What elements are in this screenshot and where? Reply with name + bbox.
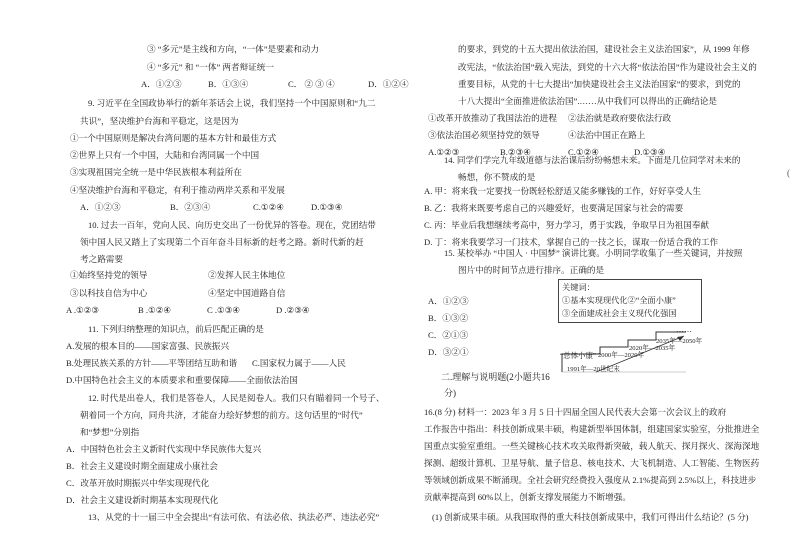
q9-option-3: ③实现祖国完全统一是中华民族根本利益所在 <box>70 167 242 177</box>
q8-option-3: ③ “多元”是主线和方向，“一体”是要素和动力 <box>147 44 320 54</box>
timeline-years-1: 1991年—20世纪末 <box>567 366 620 373</box>
q13-option-4: ④法治中国正在路上 <box>568 130 646 140</box>
q12-stem-line1: 12. 时代是出卷人，我们是答卷人，人民是阅卷人。我们只有瞄着同一个号子、 <box>88 393 385 403</box>
q13-option-2: ②法治就是政府要依法行政 <box>568 113 672 123</box>
q13-choice-a: A.①②③ <box>428 147 460 157</box>
q11-option-d: D.中国特色社会主义的本质要求和重要保障——全面依法治国 <box>66 375 298 385</box>
q16-line4: 探测、超级计算机、卫星导航、量子信息、核电技术、大飞机制造、人工智能、生物医药 <box>424 458 760 468</box>
q9-option-2: ②世界上只有一个中国，大陆和台湾同属一个中国 <box>70 150 260 160</box>
q9-choice-d: D.①③④ <box>311 202 343 212</box>
timeline-dots: …… <box>676 325 692 334</box>
q12-stem-line2: 朝着同一个方向，同舟共济，才能奋力绘好梦想的前方。这句话里的“时代” <box>80 410 363 420</box>
q12-option-a: A．中国特色社会主义新时代实现中华民族伟大复兴 <box>66 444 262 454</box>
keywords-line1: ①基本实现现代化②“全面小康” <box>562 296 676 305</box>
q11-option-a: A.发展的根本目的——国家富强、民族振兴 <box>66 341 230 351</box>
q10-option-3: ③以科技自信为中心 <box>70 288 148 298</box>
q13-choice-d: D.①③④ <box>634 147 666 157</box>
q14-option-a: A. 甲：将来我一定要找一份既轻松舒适又能多赚钱的工作，好好享受人生 <box>424 186 701 196</box>
q14-option-b: B. 乙：我将来既要考虑自己的兴趣爱好，也要满足国家与社会的需要 <box>424 203 684 213</box>
q11-option-c: C.国家权力属于——人民 <box>252 358 346 368</box>
keywords-box <box>558 279 702 323</box>
q8-choice-a: A．①②③ <box>141 79 182 89</box>
q14-stem-line2: 畅想，你不赞成的是 <box>458 172 536 182</box>
q11-stem: 11. 下列归纳整理的知识点，前后匹配正确的是 <box>88 324 264 334</box>
q13-cont-line3: 重要目标，从党的十七大提出“加快建设社会主义法治国家”的要求，到党的 <box>458 79 741 89</box>
timeline-years-4: 2035年—2050年 <box>656 338 703 345</box>
q14-stem-line1: 14. 同学们学完九年级道德与法治课后纷纷畅想未来。下面是几位同学对未来的 <box>444 155 741 165</box>
q11-option-b: B.处理民族关系的方针——平等团结互助和谐 <box>66 358 238 368</box>
timeline-years-2: 2000年—2020年 <box>598 352 645 359</box>
q13-option-1: ①改革开放推动了我国法治的进程 <box>428 113 557 123</box>
q8-choice-b: B．①③④ <box>208 79 249 89</box>
q12-stem-line3: 和“梦想”分别指 <box>80 427 140 437</box>
q10-choice-d: D .②③④ <box>276 305 310 315</box>
q13-cont-line2: 改宪法，“依法治国”载入宪法，到党的十六大将“依法治国”作为建设社会主义的 <box>458 62 757 72</box>
section-2-title: 二.理解与说明题(2小题共16 <box>441 372 550 382</box>
q12-option-c: C．改革开放时期振兴中华实现现代化 <box>66 478 210 488</box>
q13-cont-line4: 十八大提出“全面推进依法治国”.……从中我们可以得出的正确结论是 <box>458 96 717 106</box>
q10-choice-b: B .①②④ <box>138 305 172 315</box>
q9-stem-line1: 9. 习近平在全国政协举行的新年茶话会上说，我们坚持一个中国原则和“九二 <box>88 98 376 108</box>
q9-choice-a: A．①②③ <box>80 202 121 212</box>
q15-choice-a: A．①②③ <box>428 296 469 306</box>
section-2-title-cont: 分) <box>444 388 456 398</box>
q10-option-1: ①始终坚持党的领导 <box>70 270 148 280</box>
q16-line2: 工作报告中指出：科技创新成果丰硕，构建新型举国体制，组建国家实验室，分批推进全 <box>424 424 760 434</box>
q8-choice-c: C． ② ③ ④ <box>288 79 335 89</box>
q12-option-d: D．社会主义建设新时期基本实现现代化 <box>66 495 219 505</box>
q16-line5: 等领域创新成果不断涌现。全社会研究经费投入强度从 2.1%提高到 2.5%以上，科技进步 <box>424 475 757 485</box>
q13-choice-c: C.①②④ <box>568 147 599 157</box>
keywords-line2: ③全面建成社会主义现代化强国 <box>562 309 677 318</box>
q15-choice-c: C．②①③ <box>428 330 469 340</box>
q16-subquestion-1: (1) 创新成果丰硕。从我国取得的重大科技创新成果中，我们可得出什么结论？(5 分) <box>432 512 749 522</box>
q10-stem-line1: 10. 过去一百年，党向人民、向历史交出了一份优异的答卷。现在，党团结带 <box>88 220 376 230</box>
q9-stem-line2: 共识”，坚决维护台海和平稳定，这是因为 <box>80 116 239 126</box>
q10-choice-a: A .①②③ <box>66 305 100 315</box>
q13-stem: 13、从党的十一届三中全会提出“有法可依、有法必依、执法必严、违法必究” <box>88 512 380 522</box>
q15-stem-line2: 图片中的时间节点进行排序。正确的是 <box>458 265 605 275</box>
q15-stem-line1: 15. 某校举办 “中国人 · 中国梦” 演讲比赛。小明同学收集了一些关键词，并按照 <box>444 248 743 258</box>
q10-option-2: ②发挥人民主体地位 <box>208 270 286 280</box>
keywords-title: 关键词： <box>562 283 595 292</box>
q14-option-c: C. 丙：毕业后我想继续考高中，努力学习，勇于实践，争取早日为祖国奉献 <box>424 220 710 230</box>
q16-line3: 国重点实验室重组。一些关键核心技术攻关取得新突破，载人航天、探月探火、深海深地 <box>424 441 760 451</box>
q14-option-d: D. 丁：将来我要学习一门技术，掌握自己的一技之长，谋取一份适合我的工作 <box>424 237 719 247</box>
q9-choice-c: C.①②④ <box>253 202 284 212</box>
timeline-years-3: 2020年—2035年 <box>629 345 676 352</box>
q16-line1: 16.(8 分) 材料一：2023 年 3 月 5 日十四届全国人民代表大会第一次会议上的政府 <box>424 407 727 417</box>
q10-stem-line3: 考之路需要 <box>80 254 123 264</box>
q8-choice-d: D．①②④ <box>368 79 409 89</box>
q12-option-b: B．社会主义建设时期全面建成小康社会 <box>66 461 218 471</box>
q10-stem-line2: 领中国人民又踏上了实现第二个百年奋斗目标新的赶考之路。新时代新的赶 <box>80 237 364 247</box>
margin-mark: ( <box>787 168 790 178</box>
q13-choice-b: B.②③④ <box>500 147 531 157</box>
timeline-step-label: “总体小康” <box>560 351 597 360</box>
q10-choice-c: C .①③④ <box>207 305 241 315</box>
q10-option-4: ④坚定中国道路自信 <box>208 288 286 298</box>
q16-line6: 贡献率提高到 60%以上，创新支撑发展能力不断增强。 <box>424 492 631 502</box>
q15-choice-d: D．③②① <box>428 347 469 357</box>
q13-cont-line1: 的要求，到党的十五大提出依法治国，建设社会主义法治国家”，从 1999 年修 <box>458 44 750 54</box>
q8-option-4: ④ “多元” 和 “一体” 两者辩证统一 <box>147 62 274 72</box>
q13-option-3: ③依法治国必须坚持党的领导 <box>428 130 540 140</box>
q9-option-4: ④坚决维护台海和平稳定，有利于推动两岸关系和平发展 <box>70 185 285 195</box>
q9-choice-b: B．②③④ <box>170 202 211 212</box>
q15-choice-b: B．①③② <box>428 313 469 323</box>
q9-option-1: ①一个中国原则是解决台湾问题的基本方针和最佳方式 <box>70 133 277 143</box>
